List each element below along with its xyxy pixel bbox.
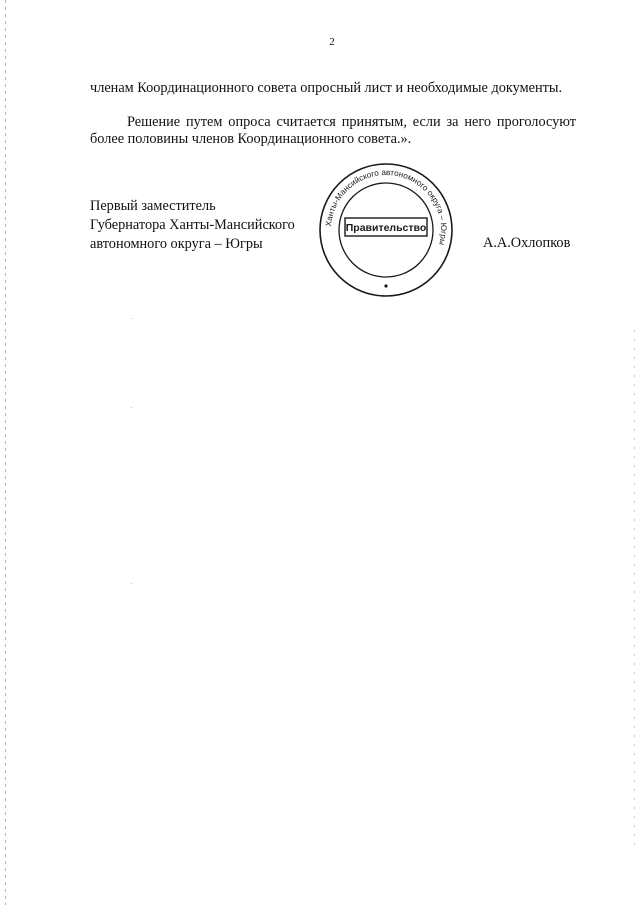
paragraph-continuation: членам Координационного совета опросный лист и необходимые документы. [90,80,563,96]
signer-position-line-2: Губернатора Ханты-Мансийского [90,217,295,233]
seal-star-dot [384,284,387,287]
scan-edge-right [634,330,635,850]
seal-ring-text: Ханты-Мансийского автономного округа – Югры [324,167,449,246]
signer-name: А.А.Охлопков [483,235,571,251]
scan-edge-left [5,0,6,905]
signer-position [90,197,295,254]
scan-speck [131,407,132,408]
official-seal [318,162,454,298]
paragraph-decision: Решение путем опроса считается принятым, если за него проголосуют более половины членов Координационного совета.». [90,114,576,147]
signer-position-line-3: автономного округа – Югры [90,236,263,252]
scan-speck [131,318,132,319]
seal-center-text: Правительство [345,222,427,234]
scan-speck [131,583,132,584]
signer-position-line-1: Первый заместитель [90,198,216,214]
page-number: 2 [329,36,335,48]
